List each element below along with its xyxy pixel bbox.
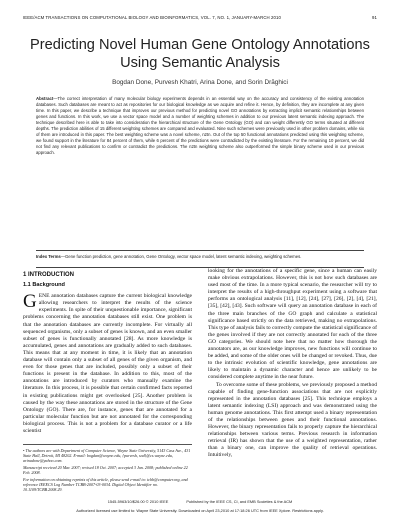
index-terms: [36, 254, 364, 260]
abstract-text: —The correct interpretation of many molecular biology experiments depends in an essential way on the accuracy and consistency of the existing annotation databases. Such databases are meant to act as repositories for our biological knowledge as we acquire and refine it. Hence, by definition, they are incomplete at any given time. In this paper, we describe a technique that improves our previous method for predicting novel GO annotations by extracting implicit semantic relationships between genes and functions. In this work, we use a vector space model and a number of weighting schemes in addition to our previous latent semantic indexing approach. The technique described here is able to take into consideration the hierarchical structure of the Gene Ontology (GO) and can weight differently GO terms situated at different depths. The prediction abilities of 15 different weighting schemes are compared and evaluated. Nine such schemes were previously used in other problem domains, while six of them are introduced in this paper. The best weighting scheme was a novel scheme, n2tn. Out of the top 50 functional annotations predicted using this weighting scheme, we found support in the literature for 84 percent of them, while 6 percent of the predictions were contradicted by the existing literature. For the remaining 10 percent, we did not find any relevant publications to confirm or contradict the predictions. The n2tn weighting scheme also outperformed the simple binary scheme used in our previous approach.: [36, 96, 364, 156]
abstract-label: Abstract: [36, 96, 54, 101]
intro-paragraph: [23, 293, 192, 435]
publisher-text: Published by the IEEE CS, CI, and EMB Societies & the ACM: [186, 499, 293, 504]
right-paragraph-2: To overcome some of these problems, we previously proposed a method capable of finding gene-function associations that are not explicitly represented in the annotation databases [25]. This technique employs a latent semantic indexing (LSI) approach and was demonstrated using the human genome annotations. This first attempt used a binary representation of the relationships between genes and their functional annotations. However, the binary representation fails to properly capture the hierarchical relationships between various terms. Previous research in information retrieval (IR) has shown that the use of a weighted representation, rather than a binary one, can improve the quality of retrieval operations. Intuitively,: [208, 381, 377, 459]
paper-title: Predicting Novel Human Gene Ontology Annotations Using Semantic Analysis: [30, 37, 370, 71]
section-heading: 1 INTRODUCTION: [23, 272, 74, 278]
abstract-top-divider: [36, 250, 364, 251]
index-terms-label: Index Terms: [36, 254, 61, 259]
abstract: [36, 96, 364, 156]
footnote-divider: [23, 444, 192, 445]
subsection-heading: 1.1 Background: [23, 282, 65, 289]
footnote-reprints: For information on obtaining reprints of this article, please send e-mail to: tcbb@computer.org, and reference IEEECS Log Number TCBB-2007-03-0034. Digital Object Identifier no. 10.1109/TCBB.2008.29.: [23, 477, 188, 493]
issn-text: 1545-5963/10/$26.00 © 2010 IEEE: [107, 499, 169, 504]
authorized-use-line: Authorized licensed use limited to: Wayne State University. Downloaded on April 23,2010 at 17:18:26 UTC from IEEE Xplore. Restrictions apply.: [76, 508, 324, 513]
page-number: 91: [372, 15, 377, 20]
footnote-affiliation: • The authors are with Department of Computer Science, Wayne State University, 5143 Cass Ave., 431 State Hall, Detroit, MI 48202. E-mail: bogdan@wayne.edu, {purvesh, sod}@cs.wayne.edu, arinadone@yahoo.com.: [23, 448, 191, 464]
copyright-line: [23, 499, 377, 504]
author-list: Bogdan Done, Purvesh Khatri, Arina Done, and Sorin Drăghici: [112, 79, 288, 86]
footnote-manuscript: Manuscript received 20 Mar. 2007; revised 18 Oct. 2007; accepted 3 Jan. 2008; published online 22 Feb. 2008.: [23, 465, 188, 476]
right-paragraph-1: looking for the annotations of a specific gene, since a human can easily make obvious extrapolations. However, this is not how such databases are used most of the time. In a more typical scenario, the researcher will try to interpret the results of a high-throughput experiment using a software that performs an ontological analysis [11], [12], [24], [27], [26], [2], [4], [21], [35], [42], [43]. Such software will query an annotation database in each of the three main branches of the GO graph and calculate a statistical significance based strictly on the data retrieved, making no extrapolations. This type of analysis fails to correctly compute the statistical significance of the genes involved if they are not correctly annotated for each of the three GO categories. We should note here that no matter how thorough the annotators are, as our knowledge improves, new functions will continue to be added, and some of the older ones will be changed or revoked. Thus, due to the intrinsic evolution of scientific knowledge, gene annotations are likely to maintain a dynamic character and hence are unlikely to be considered complete anytime in the near future.: [208, 268, 377, 381]
index-terms-text: —Gene function prediction, gene annotation, Gene Ontology, vector space model, latent semantic indexing, weighting schemes.: [60, 254, 302, 259]
left-column: [23, 272, 192, 435]
intro-text: ENE annotation databases capture the current biological knowledge allowing researchers to interpret the results of the science experiments. In spite of their unquestionable importance, significant problems concerning the annotation databases still exist. One problem is that the annotation databases are currently incomplete. For virtually all sequenced organisms, only a subset of genes is known, and an even smaller subset of genes is functionally annotated [28]. As more knowledge is accumulated, genes and annotations are gradually added to such databases. This means that at any moment in time, it is likely that an annotation database will contain only a subset of all genes of the given organism, and even for those genes that are included, possibly only a subset of their functions is present in the database. In addition to this, most of the annotations are introduced by curators who manually examine the literature. In this process, it is possible that certain confirmed facts reported in existing publications might get overlooked [25]. Another problem is caused by the way these annotations are stored in the structure of the Gene Ontology (GO). There are, for instance, genes that are annotated for a particular molecular function but are not annotated for the corresponding biological process. This is not a problem for a database curator or a life scientist: [23, 293, 192, 434]
drop-cap: G: [23, 291, 37, 313]
right-column: [208, 268, 377, 460]
journal-name: IEEE/ACM TRANSACTIONS ON COMPUTATIONAL BIOLOGY AND BIOINFORMATICS, VOL. 7, NO. 1, JANUARY-MARCH 2010: [23, 15, 281, 20]
running-header: [23, 15, 377, 20]
footnotes: [23, 448, 192, 494]
